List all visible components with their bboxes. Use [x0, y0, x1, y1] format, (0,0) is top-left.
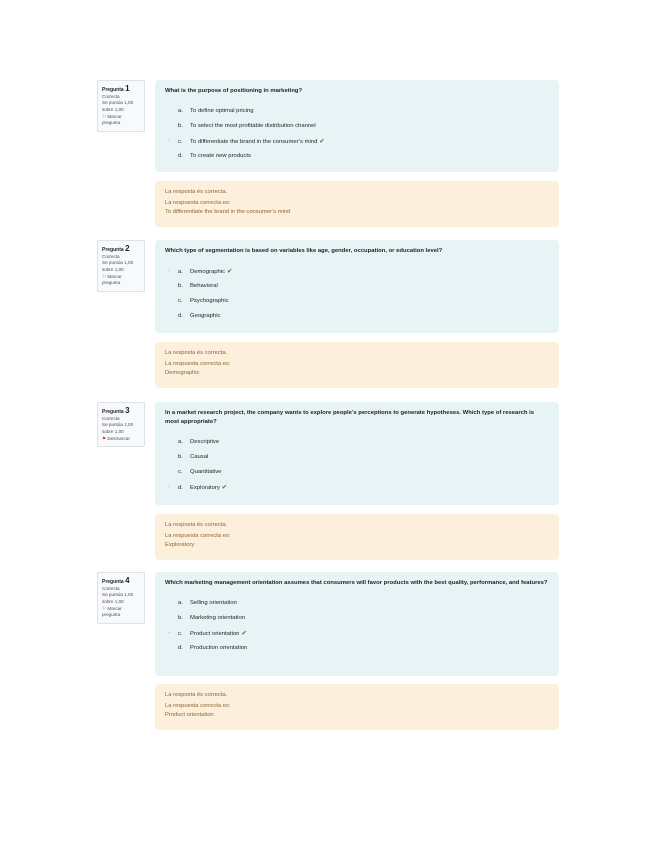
grade-line-1: Se puntúa 1,00 [102, 592, 134, 598]
answer-option-a[interactable] [165, 264, 549, 279]
feedback-result: La resposta és correcta. [165, 522, 228, 528]
grade-line-1: Se puntúa 1,00 [102, 260, 134, 266]
flag-outline-icon: ⚐ [102, 605, 107, 611]
answer-letter: c. [178, 630, 183, 637]
answer-option-b[interactable] [165, 279, 549, 294]
answer-text: Production orientation [190, 644, 248, 651]
answer-text: Descriptive [190, 438, 220, 445]
unflag-question-link[interactable] [102, 436, 140, 443]
question-state: Correcta [102, 415, 120, 421]
question-number-3 [102, 406, 140, 416]
question-info-1 [97, 80, 145, 132]
answer-list [165, 596, 549, 656]
right-answer-label: La respuesta correcta es: [165, 200, 231, 207]
question-grade [102, 100, 140, 113]
answer-option-a[interactable] [165, 435, 549, 450]
question-formulation-2 [155, 240, 559, 333]
question-number-1 [102, 84, 140, 94]
answer-letter: b. [178, 122, 183, 129]
question-label: Pregunta [102, 247, 124, 253]
answer-letter: a. [178, 268, 183, 275]
answer-list [165, 435, 549, 495]
question-state: Correcta [102, 585, 120, 591]
answer-letter: a. [178, 438, 183, 445]
grade-line-1: Se puntúa 1,00 [102, 422, 134, 428]
answer-letter: a. [178, 107, 183, 114]
flag-label: Desmarcar [107, 435, 130, 441]
feedback-result: La resposta és correcta. [165, 189, 228, 195]
grade-line-2: sobre 1,00 [102, 266, 124, 272]
grade-line-2: sobre 1,00 [102, 106, 124, 112]
answer-letter: b. [178, 282, 183, 289]
answer-text: To create new products [190, 152, 251, 159]
feedback-box-1 [155, 181, 559, 227]
question-text: In a market research project, the company wants to explore people’s perceptions to generate hypotheses. Which type of research is most appropriate? [165, 410, 535, 425]
flag-outline-icon: ⚐ [102, 113, 107, 119]
question-number: 1 [125, 84, 130, 93]
radio-selected-icon[interactable]: ◦ [168, 267, 170, 274]
right-answer-label: La respuesta correcta es: [165, 361, 231, 368]
answer-text: Geographic [190, 312, 221, 319]
flag-filled-icon: ⚑ [102, 435, 107, 441]
check-icon: ✔ [319, 137, 325, 145]
radio-selected-icon[interactable]: ◦ [168, 137, 170, 144]
answer-letter: d. [178, 312, 183, 319]
answer-text: Demographic [190, 268, 226, 275]
flag-question-link[interactable] [102, 606, 140, 619]
check-icon: ✔ [221, 483, 228, 491]
flag-outline-icon: ⚐ [102, 273, 107, 279]
answer-option-b[interactable] [165, 119, 549, 134]
answer-text: Causal [190, 453, 209, 460]
answer-text: Behavioral [190, 282, 218, 289]
feedback-box-3 [155, 514, 559, 560]
answer-letter: d. [178, 484, 183, 491]
answer-letter: b. [178, 614, 183, 621]
answer-option-d[interactable] [165, 641, 549, 656]
question-number: 2 [125, 244, 130, 253]
feedback-box-4 [155, 684, 559, 730]
answer-list [165, 264, 549, 324]
question-number: 4 [125, 576, 130, 585]
radio-selected-icon[interactable]: ◦ [168, 629, 170, 636]
right-answer-text: Product orientation [165, 711, 214, 718]
question-number-4 [102, 576, 140, 586]
check-icon: ✔ [241, 629, 247, 637]
question-formulation-4 [155, 572, 559, 676]
question-number-2 [102, 244, 140, 254]
answer-text: Marketing orientation [190, 614, 246, 621]
answer-option-d[interactable] [165, 309, 549, 324]
right-answer-text: Exploratory [165, 541, 195, 548]
question-grade [102, 422, 140, 435]
feedback-box-2 [155, 342, 559, 388]
question-text: Which type of segmentation is based on variables like age, gender, occupation, or education level? [165, 248, 443, 254]
grade-line-2: sobre 1,00 [102, 428, 124, 434]
feedback-result: La resposta és correcta. [165, 692, 228, 698]
answer-letter: a. [178, 599, 183, 606]
question-label: Pregunta [102, 409, 124, 415]
question-info-3 [97, 402, 145, 447]
right-answer-text: Demographic [165, 369, 200, 376]
feedback-result: La resposta és correcta. [165, 350, 228, 356]
flag-question-link[interactable] [102, 114, 140, 127]
flag-question-link[interactable] [102, 274, 140, 287]
question-label: Pregunta [102, 87, 124, 93]
grade-line-2: sobre 1,00 [102, 598, 124, 604]
answer-text: Quantitative [190, 468, 222, 475]
answer-list [165, 104, 549, 164]
answer-option-d[interactable] [165, 149, 549, 164]
answer-text: To define optimal pricing [190, 107, 254, 114]
answer-letter: d. [178, 644, 183, 651]
flag-label: Marcar pregunta [102, 113, 122, 126]
question-formulation-3 [155, 402, 559, 505]
question-info-4 [97, 572, 145, 624]
question-state: Correcta [102, 253, 120, 259]
answer-letter: c. [178, 297, 183, 304]
answer-letter: d. [178, 152, 183, 159]
question-label: Pregunta [102, 579, 124, 585]
answer-option-b[interactable] [165, 450, 549, 465]
answer-option-c[interactable] [165, 134, 549, 149]
answer-letter: b. [178, 453, 183, 460]
answer-text: To differentiate the brand in the consumer’s mind [190, 138, 318, 145]
question-number: 3 [125, 406, 130, 415]
answer-text: Product orientation [190, 630, 240, 637]
answer-option-a[interactable] [165, 596, 549, 611]
answer-option-c[interactable] [165, 465, 549, 480]
answer-option-c[interactable] [165, 294, 549, 309]
check-icon: ✔ [227, 267, 233, 275]
answer-option-b[interactable] [165, 611, 549, 626]
question-text: Which marketing management orientation assumes that consumers will favor products with the best quality, performance, and features? [165, 580, 548, 586]
answer-option-a[interactable] [165, 104, 549, 119]
answer-text: To select the most profitable distribution channel [190, 122, 316, 129]
answer-text: Exploratory [190, 484, 220, 491]
question-grade [102, 260, 140, 273]
question-state: Correcta [102, 93, 120, 99]
question-text: What is the purpose of positioning in marketing? [165, 88, 303, 94]
question-info-2 [97, 240, 145, 292]
right-answer-text: To differentiate the brand in the consumer’s mind [165, 208, 291, 215]
answer-option-d[interactable] [165, 480, 549, 495]
flag-label: Marcar pregunta [102, 605, 122, 618]
question-grade [102, 592, 140, 605]
right-answer-label: La respuesta correcta es: [165, 533, 231, 540]
grade-line-1: Se puntúa 1,00 [102, 100, 134, 106]
answer-option-c[interactable] [165, 626, 549, 641]
answer-text: Psychographic [190, 297, 229, 304]
flag-label: Marcar pregunta [102, 273, 122, 286]
answer-text: Selling orientation [190, 599, 237, 606]
answer-letter: c. [178, 138, 183, 145]
radio-selected-icon[interactable]: ◦ [168, 483, 170, 490]
right-answer-label: La respuesta correcta es: [165, 703, 231, 710]
question-formulation-1 [155, 80, 559, 172]
answer-letter: c. [178, 468, 183, 475]
